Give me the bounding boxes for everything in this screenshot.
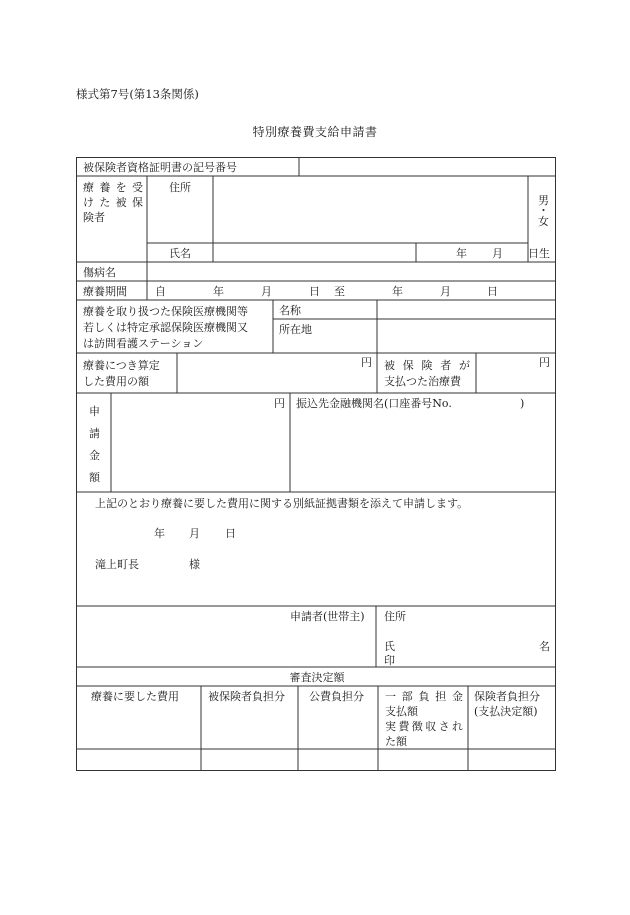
request-amount-char-4: 額 xyxy=(89,471,100,484)
review-col-copay-1: 一部負担金 xyxy=(385,690,463,703)
name-field[interactable] xyxy=(219,248,409,260)
form-number: 様式第7号(第13条関係) xyxy=(76,87,199,101)
document-title: 特別療養費支給申請書 xyxy=(252,125,378,139)
paid-cost-yen: 円 xyxy=(539,356,550,369)
request-amount-char-2: 請 xyxy=(89,427,100,440)
institution-label-3: は訪問看護ステーション xyxy=(83,337,204,350)
institution-label-1: 療養を取り扱つた保険医療機関等 xyxy=(83,305,248,318)
insured-person-label-2: けた被保 xyxy=(83,196,143,209)
period-to-day: 日 xyxy=(487,285,498,298)
period-from-month: 月 xyxy=(261,285,272,298)
applicant-name-left: 氏 xyxy=(384,640,395,653)
bank-account-close: ) xyxy=(520,397,525,410)
sex-male-option[interactable]: 男 xyxy=(538,194,549,207)
applicant-seal: 印 xyxy=(384,654,395,667)
illness-field[interactable] xyxy=(155,267,545,279)
bank-account-label: 振込先金融機関名(口座番号No. xyxy=(296,397,452,410)
review-col-insurer-share-1: 保険者負担分 xyxy=(474,690,540,703)
period-to-month: 月 xyxy=(440,285,451,298)
review-col-copay-3: 実費徴収され xyxy=(385,720,463,733)
applicant-label: 申請者(世帯主) xyxy=(290,610,365,623)
request-amount-yen: 円 xyxy=(274,397,285,410)
institution-location-label: 所在地 xyxy=(279,323,312,336)
mayor-label: 滝上町長 xyxy=(95,558,139,571)
declaration-year: 年 xyxy=(154,527,165,540)
period-to: 至 xyxy=(334,285,345,298)
name-label: 氏名 xyxy=(169,247,191,260)
cert-number-label: 被保険者資格証明書の記号番号 xyxy=(83,161,237,174)
declaration-day: 日 xyxy=(225,527,236,540)
insured-person-label-1: 療養を受 xyxy=(83,181,143,194)
declaration-text: 上記のとおり療養に要した費用に関する別紙証拠書類を添えて申請します。 xyxy=(95,497,469,510)
calculated-cost-label-2: した費用の額 xyxy=(83,375,149,388)
mayor-honorific: 様 xyxy=(189,558,200,571)
address-label: 住所 xyxy=(169,181,191,194)
application-form-frame xyxy=(76,157,556,771)
birth-day-label: 日生 xyxy=(528,247,550,260)
period-from: 自 xyxy=(155,285,166,298)
address-field[interactable] xyxy=(219,182,519,238)
applicant-address-label: 住所 xyxy=(384,610,406,623)
institution-name-label: 名称 xyxy=(279,304,301,317)
cert-number-field[interactable] xyxy=(307,162,547,174)
declaration-month: 月 xyxy=(189,527,200,540)
period-to-year: 年 xyxy=(392,285,403,298)
institution-label-2: 若しくは特定承認保険医療機関又 xyxy=(83,321,248,334)
period-from-day: 日 xyxy=(309,285,320,298)
sex-female-option[interactable]: 女 xyxy=(538,215,549,228)
request-amount-char-1: 申 xyxy=(89,405,100,418)
birth-year-label: 年 xyxy=(456,247,467,260)
review-col-insured-share: 被保険者負担分 xyxy=(208,690,285,703)
review-col-copay-2: 支払額 xyxy=(385,705,418,718)
review-col-copay-4: た額 xyxy=(385,735,407,748)
birth-month-label: 月 xyxy=(492,247,503,260)
applicant-name-right: 名 xyxy=(539,640,550,653)
request-amount-char-3: 金 xyxy=(89,449,100,462)
period-label: 療養期間 xyxy=(83,285,127,298)
sex-separator: ・ xyxy=(538,204,549,217)
paid-cost-label-1: 被保険者が xyxy=(384,359,470,372)
review-col-total-cost: 療養に要した費用 xyxy=(91,690,179,703)
calculated-cost-label-1: 療養につき算定 xyxy=(83,359,160,372)
review-title: 審査決定額 xyxy=(289,671,345,684)
illness-label: 傷病名 xyxy=(83,266,116,279)
paid-cost-label-2: 支払つた治療費 xyxy=(384,375,461,388)
review-col-insurer-share-2: (支払決定額) xyxy=(474,705,538,718)
review-col-public-share: 公費負担分 xyxy=(309,690,364,703)
calculated-cost-yen: 円 xyxy=(361,356,372,369)
period-from-year: 年 xyxy=(213,285,224,298)
insured-person-label-3: 険者 xyxy=(83,211,105,224)
